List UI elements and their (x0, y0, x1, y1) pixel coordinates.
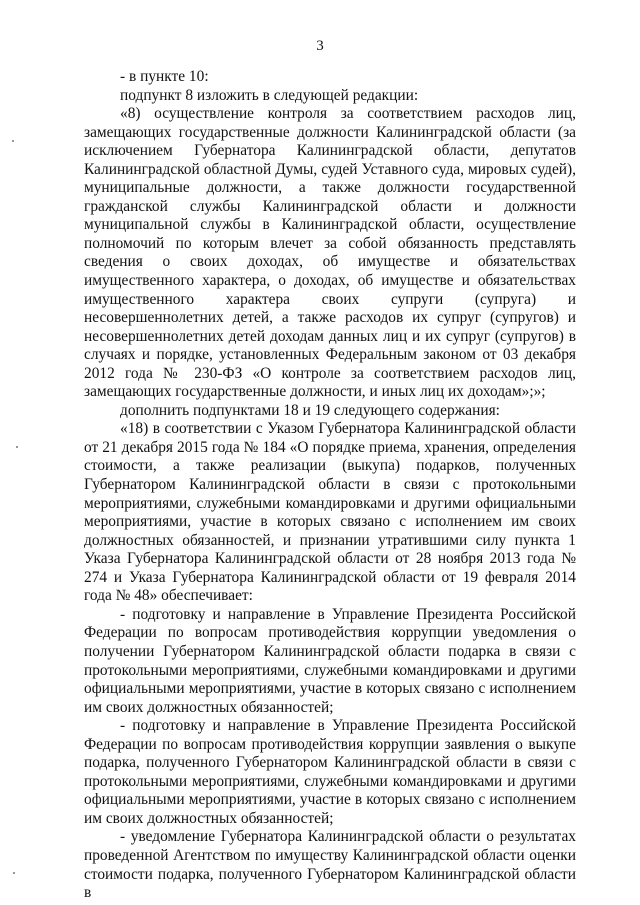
scan-artifact-dot (13, 872, 15, 874)
paragraph-item-10: - в пункте 10: (120, 68, 209, 85)
paragraph-subitem-8-intro: подпункт 8 изложить в следующей редакции: (120, 86, 419, 104)
page-number: 3 (316, 38, 324, 54)
paragraph-subitem-18-text: «18) в соответствии с Указом Губернатора Калининградской области от 21 декабря 2015 года № 184 «О порядке приема, хранения, определения стоимости, а также реализации (выкупа) подарков, полученных Губернатором Калининградской области в связи с протокольными мероприятиями, служебными командировками и другими официальными мероприятиями, участие в которых связано с исполнением им своих должностных обязанностей, и признании утратившими силу пункта 1 Указа Губернатора Калининградской области от 28 ноября 2013 года № 274 и Указа Губернатора Калининградской области от 19 февраля 2014 года № 48» обеспечивает: (84, 420, 576, 605)
paragraph-bullet-notification: - подготовку и направление в Управление Президента Российской Федерации по вопросам противодействия коррупции уведомления о получении Губернатором Калининградской области подарка в связи с протокольными мероприятиями, служебными командировками и другими официальными мероприятиями, участие в которых связано с исполнением им своих должностных обязанностей; (84, 605, 576, 716)
scan-artifact-dot (12, 140, 14, 142)
paragraph-bullet-valuation: - уведомление Губернатора Калининградской области о результатах проведенной Агентством по имуществу Калининградской области оценки стоимости подарка, полученного Губернатором Калининградской области в (84, 828, 576, 902)
paragraph-subitem-8-text: «8) осуществление контроля за соответствием расходов лиц, замещающих государственные должности Калининградской области (за исключением Губернатора Калининградской области, депутатов Калининградской областной Думы, судей Уставного суда, мировых судей), муниципальные должности, а также должности государственной гражданской службы Калининградской области и должности муниципальной службы в Калининградской области, осуществление полномочий по которым влечет за собой обязанность представлять сведения о своих доходах, об имуществе и обязательствах имущественного характера, о доходах, об имуществе и обязательствах имущественного характера своих супруги (супруга) и несовершеннолетних детей, а также расходов их супруг (супругов) и несовершеннолетних детей доходам данных лиц и их супруг (супругов) в случаях и порядке, установленных Федеральным законом от 03 декабря 2012 года № 230-ФЗ «О контроле за соответствием расходов лиц, замещающих государственные должности, и иных лиц их доходам»;»; (84, 105, 576, 401)
document-body (84, 68, 576, 903)
paragraph-bullet-redemption: - подготовку и направление в Управление Президента Российской Федерации по вопросам противодействия коррупции заявления о выкупе подарка, полученного Губернатором Калининградской области в связи с протокольными мероприятиями, служебными командировками и другими официальными мероприятиями, участие в которых связано с исполнением им своих должностных обязанностей; (84, 717, 576, 827)
scan-artifact-dot (16, 446, 18, 448)
paragraph-add-subitems: дополнить подпунктами 18 и 19 следующего содержания: (120, 401, 500, 419)
